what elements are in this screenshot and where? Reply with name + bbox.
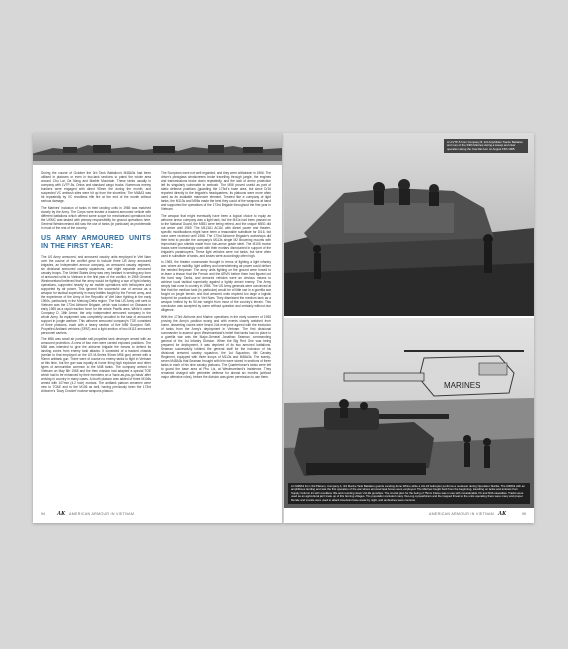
helicopter-marking: MARINES bbox=[444, 381, 481, 390]
page-footer bbox=[292, 511, 526, 517]
body-paragraph: The Scorpions were not well regarded, and they were withdrawn in 1966. The driver's plexiglass windscreens broke travelling through jungle, the engines and transmissions broke down repeatedly, and the lack of armor protection left its singularly vulnerable to ambush. The M56 proved useful as part of static defense positions (guarding the 173rd's base area, but since D/16 reported directly to the brigade's headquarters, its platoons were more often used as its available maneuver element. Treated like a company of light tanks, the M113s and M56s made the best they could of the weapons at hand and supported the operations of the 173rd Brigade throughout the first year in Vietnam. bbox=[161, 171, 271, 211]
left-page bbox=[33, 133, 283, 523]
photo-caption: An M48A3 from 3rd Platoon, Company A, 3rd Marine Tank Battalion guards Landing Zone Whine while a UH-34 helicopter performs a medevac during Operation Starlite. The M48A3 with an amphibious landing and was the first operation of the war where armored task forces were employed. The Marines fought hard from the beginning, travelling on tanks and amtracs from Supply Column 21 with recoilless rifle and rounding down UH-1E gunships. The crucial plan for the being of 75mm Flame was in use with considerable VC and NVA casualties. Tracks were used as an agricultural jazz trade up of this farming villages. The population included many Viet-ong sympathizers and the trapped threat to the units operating there were many and proper. Morale and morale were used to attack American base areas by night, and ambushes were common. bbox=[288, 483, 530, 504]
top-photo bbox=[284, 133, 534, 316]
photo-caption: An LVTP-5 from Company B, 3rd Amphibian Tractor Battalion and men of the 3/9th Marines during a sweep and clear operation along the Cua Dai river on August 15th 1965. bbox=[444, 139, 528, 153]
publisher-logo: AK bbox=[57, 511, 66, 517]
left-column-2 bbox=[161, 171, 271, 381]
tank-helicopter-image bbox=[284, 318, 534, 508]
footer-title: AMERICAN ARMOUR IN VIETNAM bbox=[69, 512, 135, 516]
body-paragraph: The Marines' inclusion of tanks in their landing units in 1965 was matched closely by the Army. The Corps were trusted a tracked armoured vehicle with different battalions which offered some scope for mechanised operations but the USMC was tasked with primary responsibility for ground operations here. General Westmoreland still saw the use of tanks (in particular) as problematic in most of the rest of the country. bbox=[41, 205, 151, 230]
top-strip-photo bbox=[33, 133, 283, 165]
body-paragraph: During the course of October the 3rd Tank Battalion's M48A3s had been utilised in platoons or even in two-tank sections to patrol the whole area around Chu Lai, Da Nang and Marble Mountain. These tanks usually in company with LVTP-5s, Ontos and standard cargo trucks. Numerous enemy bunkers were engaged with direct 90mm fire during the month, and suspected VC ambush sites were hit up from the shoreline. The M48A3 was hit repeatedly by VC recoilless rifle fire at the end of the month without serious damage. bbox=[41, 171, 151, 203]
page-number: 94 bbox=[41, 512, 45, 516]
body-paragraph: The weapon that might eventually have been a logical choice to equip an airborne armor company was a light tank, but the M41s had been passed on to the National Guard, the M551 were being retired, and the unique M551 did not arrive until 1969. The M113A1 ACAV, with diesel power and theater-specific modifications might have been a reasonable substitute for D/16, but none were received until 1968. The 173rd Airborne Brigade's workshops did their best to provide the company's M113s single M2 Browning mounts with improvised gun shields made from non-armor grade steel. The M106 mortar tracks were increasingly used with their mortars dismounted in support of the brigade's paratroopers. These light vehicles were not tanks, but were often used in substitute of tanks, and losses were accordingly often high. bbox=[161, 213, 271, 258]
bottom-photo bbox=[284, 318, 534, 508]
section-heading: US ARMY ARMOURED UNITS IN THE FIRST YEAR: bbox=[41, 234, 151, 250]
vehicle-convoy-image bbox=[33, 133, 283, 165]
amtrac-soldiers-image bbox=[284, 133, 534, 316]
body-paragraph: With the 173rd Airborne and Marine operations in the early summer of 1965 proving the Army's position wrong and with events closely watched from home, dissenting voices were heard. Not everyone agreed with the exclusion of tanks from the Army's deployment in Vietnam. The first divisional commander to ascend upon Westmoreland's belief that tanks had no place in a guerilla war was the Major-General Jonathan Seaman, commanding general of the 1st Infantry Division. When the Big Red One was being prepared for deployment, it was deprived of its two armored battalions. Seaman successfully lobbied the general staff for the inclusion of his divisional armored cavalry squadron, the 1st Squadron, 4th Cavalry Regiment, equipped with three troops of M113s and M48A3s. The twenty-seven M48A3s that Seaman brought with him were stored in sections of three tanks in each of his nine cavalry platoons. The Quarterhorse's tanks were left to guard the base area at Phu Loi, at Westmoreland's insistence. They remained charged with perimeter defense for almost six months (without major offensive roles), before the division was given permission to use them. bbox=[161, 314, 271, 379]
left-column-1 bbox=[41, 171, 151, 396]
page-footer bbox=[41, 511, 275, 517]
page-number: 95 bbox=[522, 512, 526, 516]
publisher-logo: AK bbox=[497, 511, 506, 517]
footer-title: AMERICAN ARMOUR IN VIETNAM bbox=[428, 512, 494, 516]
body-paragraph: The US Army armoured, and armoured cavalry units employed in Viet Nam over the course of the conflict grew to include three US Army armoured brigades, an independent armour company, an armoured cavalry regiment, six divisional armoured cavalry squadrons, and eight separate armoured cavalry troops. The United States Army was very hesitant in sending any form of armoured units to Vietnam in the first year of the conflict. In 1965 General Westmoreland believed that the army would be fighting a war of light infantry operations, supported heavily by air mobile operations with helicopters and supported by air power. This ignored the successful use of armour as a weapon for tactical superiority in many battles fought by the French army, and the experience of the Army of the Republic of Viet Nam fighting in the early 1960s, particularly in the Mekong Delta region. The first US Army unit sent to Vietnam was the 173rd Airborne Brigade, which was located on Okinawa in early 1965 as a rapid reaction force for the whole Pacific area. While it came Company D, 16th Armor, the only independent armoured company in the whole Army. Its equipment was completely unsuited to the task of armoured support in jungle warfare. This airborne armoured company's TOE consisted of three platoons, each with a heavy section of five M56 Scorpion Self-Propelled Antitank vehicles (SPAT) and a light section of two M113 armoured personnel carriers. bbox=[41, 254, 151, 335]
body-paragraph: The M56 was small air portable self-propelled tank destroyer armed with an armoured protection. A crew of four men were carried exposed positions. The M56 was intended to give the airborne brigade the means to defend its landing zones from enemy tank attacks. It consisted of a tracked chassis (similar to that employed on the US M-Series 90mm M56 gun) armed with a 90mm antitank gun. There were of course no enemy tanks to fight in Vietnam at this time, but the gun was equally at home firing high explosive and other types of ammunition common to the M48 tanks. The company arrived in Vietnam on May 5th 1965 and the then mission had adapted a special TOE which had to be enhanced by their members on a 'have-as-you-go basis' after arriving in country in many cases. A fourth platoon was added of three M106s armed with 107mm (4.2 inch) mortars. The antitank platoon crewmen were new to TO&E and to the M106 as well, having previously been the 173rd Airborne's 'Davy Crocket' nuclear weapons platoon. bbox=[41, 337, 151, 394]
body-paragraph: In 1965, the theater commander thought in terms of fighting a light infantry war, where air mobility, light artillery and overwhelming air power could deliver the needed firepower. The army units fighting on the ground were forced to re-learn a lesson that the French and the ARVN before them had figured out the hard way. Tanks, and armored vehicles were an obvious means to achieve local tactical superiority against a lightly armed enemy. The Army simply had none in country in 1965. The US Army generals were convinced at first that the medium tank (in particular) would be of little use in a guerilla war fought on jungle terrain, and that armored units required too large a logistic footprint for practical use in Viet Nam. They dismissed the medium tank as a weapon limited by its 50-ton weight from most of the country's terrain. This conclusion was accepted by some without question and certainly without due diligence. bbox=[161, 260, 271, 312]
right-page bbox=[284, 133, 534, 523]
